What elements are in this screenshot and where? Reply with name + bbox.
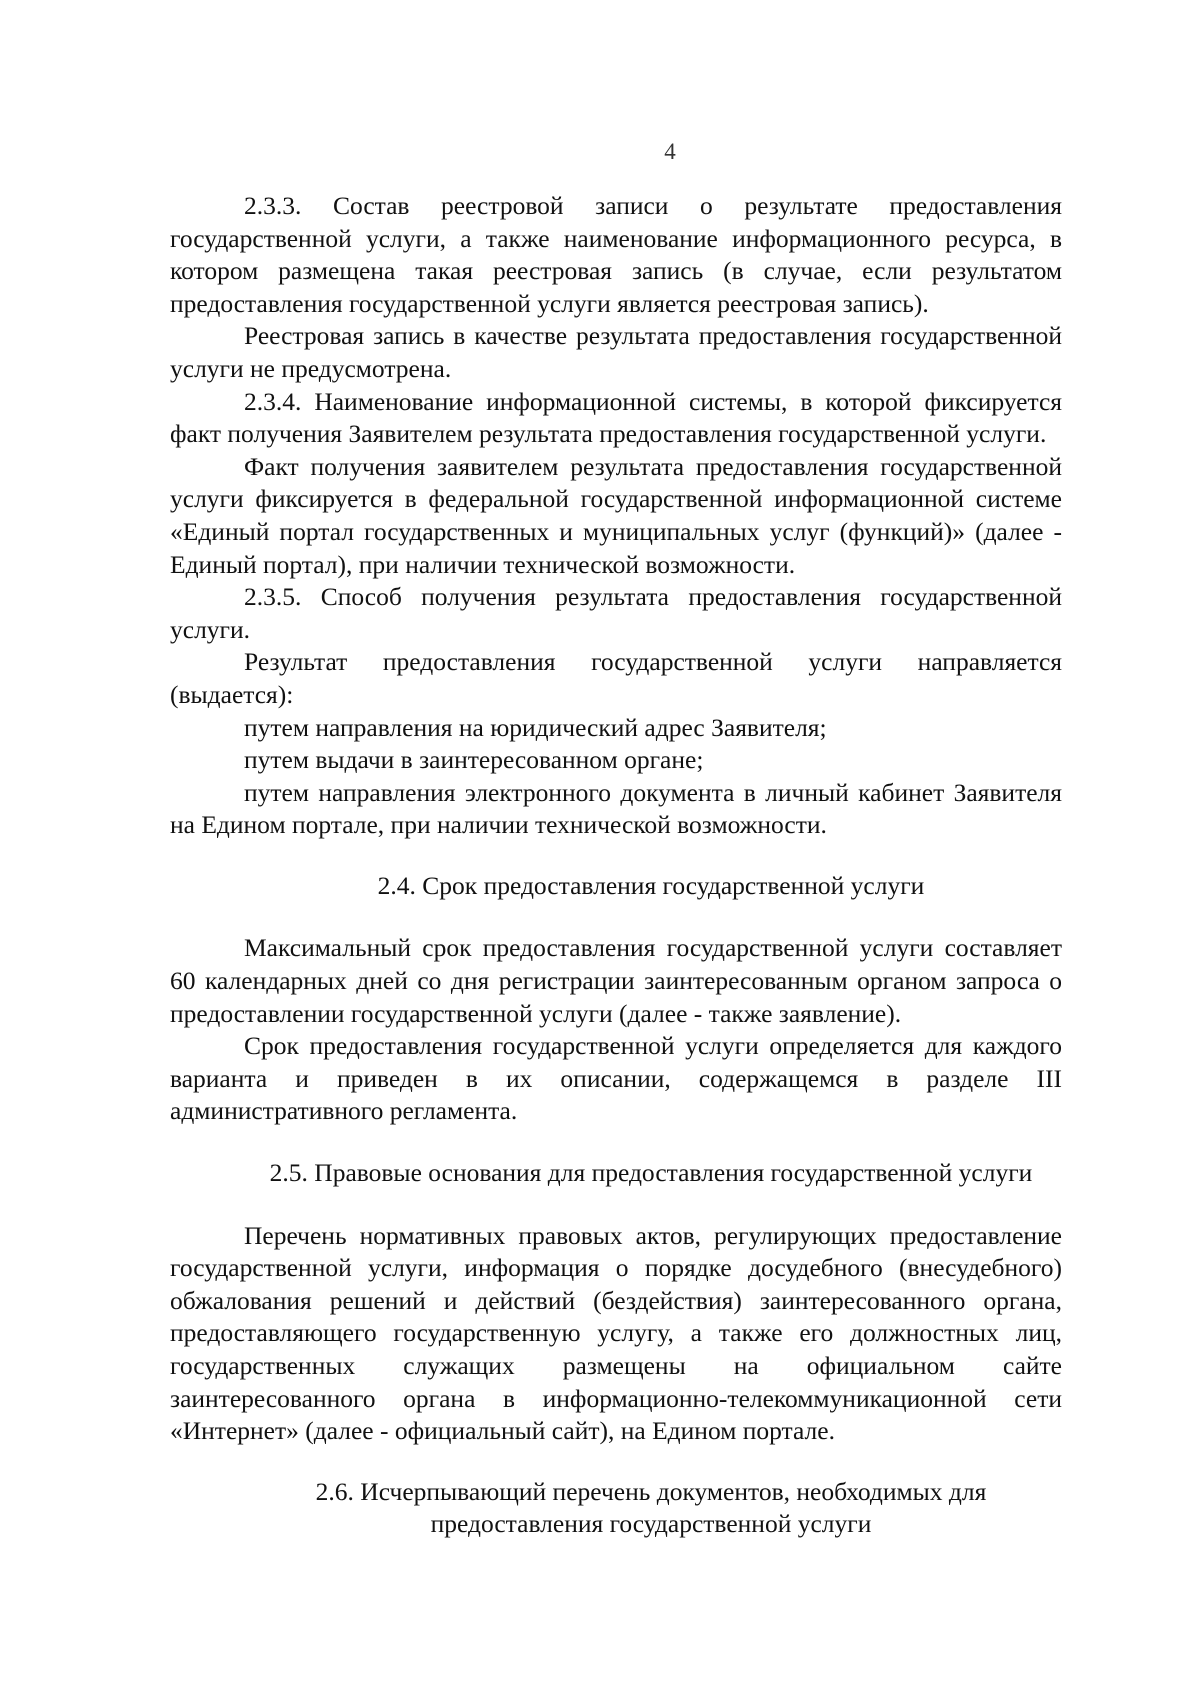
paragraph-2-3-4: 2.3.4. Наименование информационной системы, в которой фиксируется факт получения Заявителем результата предоставления государственной услуги. <box>170 386 1062 449</box>
section-heading-2-6 <box>170 1476 1062 1541</box>
paragraph-registry-record: Реестровая запись в качестве результата предоставления государственной услуги не предусмотрена. <box>170 321 1062 383</box>
document-body <box>170 190 1062 1541</box>
paragraph-term-variant: Срок предоставления государственной услуги определяется для каждого варианта и приведен в их описании, содержащемся в разделе III административного регламента. <box>170 1031 1062 1126</box>
paragraph-max-term: Максимальный срок предоставления государственной услуги составляет 60 календарных дней со дня регистрации заинтересованным органом запроса о предоставлении государственной услуги (далее - также заявление). <box>170 933 1062 1028</box>
section-heading-2-5: 2.5. Правовые основания для предоставления государственной услуги <box>269 1158 1033 1188</box>
page-number: 4 <box>664 139 676 164</box>
paragraph-2-3-3: 2.3.3. Состав реестровой записи о результате предоставления государственной услуги, а также наименование информационного ресурса, в котором размещена такая реестровая запись (в случае, если результатом предоставления государственной услуги является реестровая запись). <box>170 191 1062 318</box>
list-item: путем направления на юридический адрес Заявителя; <box>244 712 827 742</box>
section-heading-2-6-line1: 2.6. Исчерпывающий перечень документов, необходимых для <box>315 1476 987 1506</box>
paragraph-2-3-5: 2.3.5. Способ получения результата предоставления государственной услуги. <box>170 582 1062 644</box>
list-item: путем выдачи в заинтересованном органе; <box>244 745 704 775</box>
paragraph-fact-receipt: Факт получения заявителем результата предоставления государственной услуги фиксируется в федеральной государственной информационной системе «Единый портал государственных и муниципальных услуг (функций)» (далее - Единый портал), при наличии технической возможности. <box>170 451 1062 579</box>
paragraph-legal-acts: Перечень нормативных правовых актов, регулирующих предоставление государственной услуги, информация о порядке досудебного (внесудебного) обжалования решений и действий (бездействия) заинтересованного органа, предоставляющего государственную услугу, а также его должностных лиц, государственных служащих размещены на официальном сайте заинтересованного органа в информационно-телекоммуникационной сети «Интернет» (далее - официальный сайт), на Едином портале. <box>170 1220 1062 1446</box>
paragraph-result-direction: Результат предоставления государственной услуги направляется (выдается): <box>170 647 1062 709</box>
section-heading-2-4: 2.4. Срок предоставления государственной услуги <box>377 870 925 900</box>
list-item: путем направления электронного документа в личный кабинет Заявителя на Едином портале, при наличии технической возможности. <box>170 777 1062 840</box>
section-heading-2-6-line2: предоставления государственной услуги <box>430 1509 872 1539</box>
